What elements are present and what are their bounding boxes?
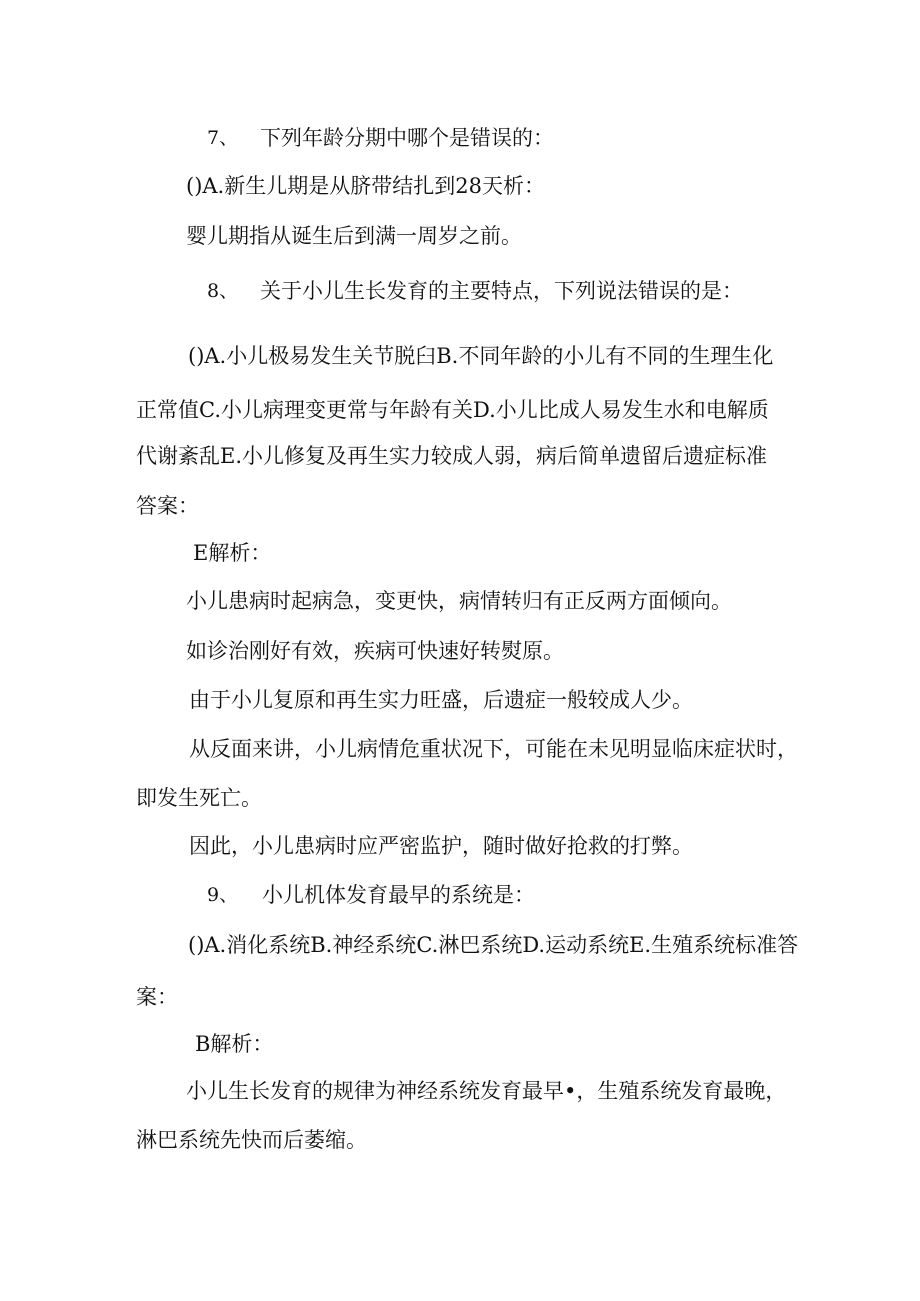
option-text: ()A.消化系统B.神经系统C.淋巴系统D.运动系统E.生殖系统标准答 [188, 933, 799, 957]
analysis-line: 因此，小儿患病时应严密监护，随时做好抢救的打弊。 [189, 834, 693, 858]
question-number: 9、 [207, 884, 239, 906]
analysis-line: 从反面来讲，小儿病情危重状况下，可能在未见明显临床症状时， [189, 737, 798, 761]
option-text: 案： [136, 985, 178, 1009]
analysis-line: 淋巴系统先快而后萎缩。 [136, 1128, 367, 1152]
option-text: 婴儿期指从诞生后到满一周岁之前。 [186, 224, 522, 248]
question-number: 8、 [207, 280, 239, 302]
option-text: 代谢紊乱E.小儿修复及再生实力较成人弱，病后简单遗留后遗症标准 [136, 444, 768, 468]
analysis-line: 小儿生长发育的规律为神经系统发育最早•，生殖系统发育最晚， [186, 1079, 787, 1103]
question-stem: 关于小儿生长发育的主要特点，下列说法错误的是： [260, 279, 743, 303]
analysis-line: 即发生死亡。 [136, 786, 262, 810]
answer-label: B解析： [195, 1032, 274, 1056]
question-stem: 下列年龄分期中哪个是错误的： [260, 126, 554, 150]
analysis-line: 如诊治刚好有效，疾病可快速好转熨原。 [186, 639, 564, 663]
analysis-line: 由于小儿复原和再生实力旺盛，后遗症一般较成人少。 [189, 688, 693, 712]
option-text: 正常值C.小儿病理变更常与年龄有关D.小儿比成人易发生水和电解质 [136, 398, 769, 422]
question-number: 7、 [207, 127, 239, 149]
option-text: 答案： [136, 494, 199, 518]
question-stem: 小儿机体发育最早的系统是： [262, 883, 535, 907]
option-text: ()A.小儿极易发生关节脱臼B.不同年龄的小儿有不同的生理生化 [188, 344, 774, 368]
option-text: ()A.新生儿期是从脐带结扎到28天析： [186, 174, 545, 198]
analysis-line: 小儿患病时起病急，变更快，病情转归有正反两方面倾向。 [186, 589, 732, 613]
answer-label: E解析： [193, 541, 272, 565]
